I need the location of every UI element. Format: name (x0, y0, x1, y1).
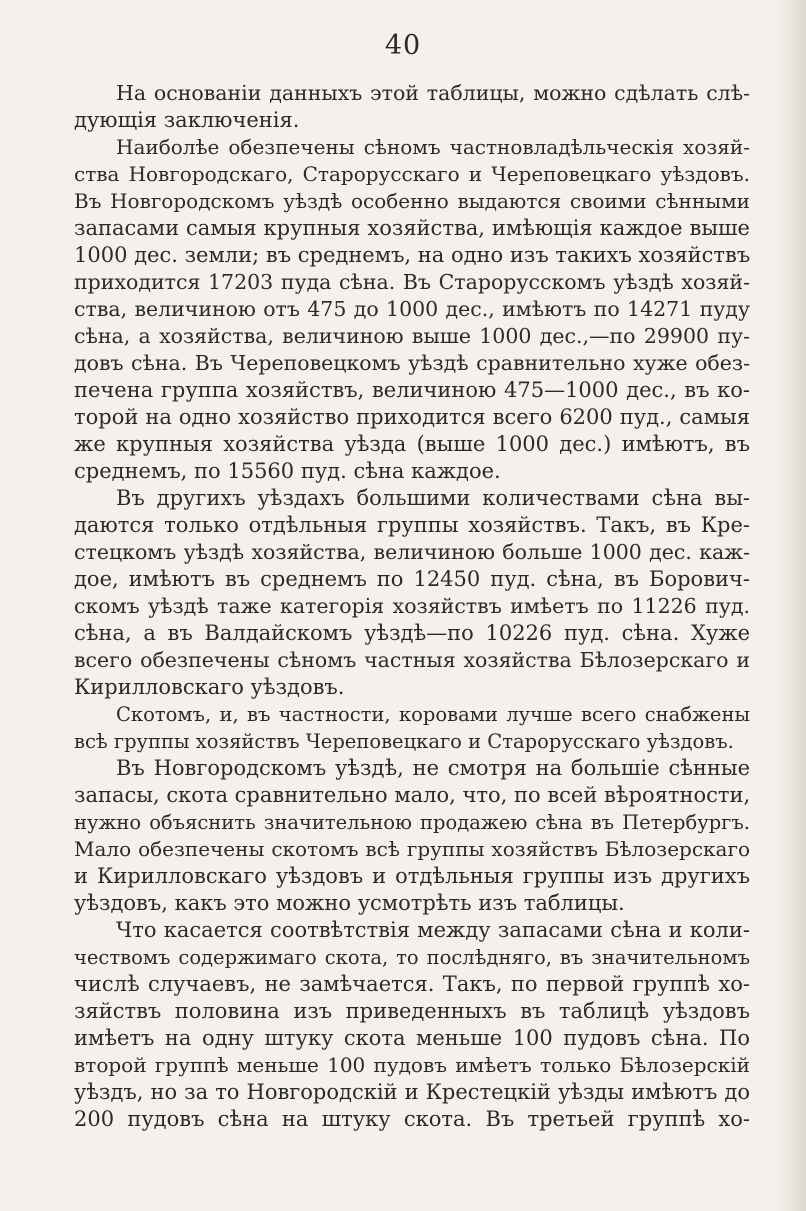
text-line: среднемъ, по 15560 пуд. сѣна каждое. (74, 459, 501, 483)
text-line: чествомъ содержимаго скота, то послѣдняго, въ значительномъ (74, 946, 750, 969)
page-number: 40 (384, 30, 422, 61)
text-line: Что касается соотвѣтствія между запасами сѣна и коли- (116, 918, 750, 942)
text-line: запасы, скота сравнительно мало, что, по всей вѣроятности, (74, 783, 751, 807)
text-line: торой на одно хозяйство приходится всего 6200 пуд., самыя (74, 405, 750, 429)
text-line: ства, величиною отъ 475 до 1000 дес., имѣютъ по 14271 пуду (74, 297, 750, 321)
text-line: приходится 17203 пуда сѣна. Въ Старорусскомъ уѣздѣ хозяй- (74, 270, 750, 294)
text-line: Наиболѣе обезпечены сѣномъ частновладѣльческія хозяй- (116, 135, 750, 159)
text-line: довъ сѣна. Въ Череповецкомъ уѣздѣ сравнительно хуже обез- (74, 351, 750, 375)
text-line: Мало обезпечены скотомъ всѣ группы хозяйствъ Бѣлозерскаго (74, 837, 750, 861)
text-line: ства Новгородскаго, Старорусскаго и Череповецкаго уѣздовъ. (74, 162, 750, 186)
text-line: имѣетъ на одну штуку скота меньше 100 пудовъ сѣна. По (74, 1026, 750, 1050)
text-line: же крупныя хозяйства уѣзда (выше 1000 дес.) имѣютъ, въ (74, 432, 750, 456)
text-line: уѣздовъ, какъ это можно усмотрѣть изъ таблицы. (74, 891, 625, 915)
text-line: числѣ случаевъ, не замѣчается. Такъ, по первой группѣ хо- (74, 972, 750, 996)
text-line: всѣ группы хозяйствъ Череповецкаго и Старорусскаго уѣздовъ. (74, 730, 734, 753)
text-line: Въ Новгородскомъ уѣздѣ, не смотря на большіе сѣнные (116, 756, 750, 780)
text-line: запасами самыя крупныя хозяйства, имѣющія каждое выше (74, 216, 750, 240)
text-line: сѣна, а хозяйства, величиною выше 1000 дес.,—по 29900 пу- (74, 324, 750, 348)
text-line: стецкомъ уѣздѣ хозяйства, величиною больше 1000 дес. каж- (74, 540, 750, 564)
text-line: скомъ уѣздѣ таже категорія хозяйствъ имѣетъ по 11226 пуд. (74, 594, 750, 618)
text-line: Въ другихъ уѣздахъ большими количествами сѣна вы- (116, 486, 750, 510)
text-line: нужно объяснить значительною продажею сѣна въ Петербургъ. (74, 811, 750, 834)
body-text (74, 80, 750, 1133)
text-line: и Кирилловскаго уѣздовъ и отдѣльныя группы изъ другихъ (74, 864, 750, 888)
text-line: Въ Новгородскомъ уѣздѣ особенно выдаются своими сѣнными (74, 189, 750, 213)
text-line: печена группа хозяйствъ, величиною 475—1000 дес., въ ко- (74, 378, 750, 402)
text-line: сѣна, а въ Валдайскомъ уѣздѣ—по 10226 пуд. сѣна. Хуже (74, 621, 750, 645)
text-line: всего обезпечены сѣномъ частныя хозяйства Бѣлозерскаго и (74, 648, 750, 672)
page-edge-shadow (778, 0, 806, 1211)
text-line: даются только отдѣльныя группы хозяйствъ. Такъ, въ Кре- (74, 513, 750, 537)
text-line: 200 пудовъ сѣна на штуку скота. Въ третьей группѣ хо- (74, 1107, 750, 1131)
text-line: На основаніи данныхъ этой таблицы, можно сдѣлать слѣ- (116, 81, 750, 105)
text-line: дующія заключенія. (74, 108, 300, 132)
text-line: 1000 дес. земли; въ среднемъ, на одно изъ такихъ хозяйствъ (74, 243, 751, 267)
text-line: дое, имѣютъ въ среднемъ по 12450 пуд. сѣна, въ Борович- (74, 567, 750, 591)
text-line: зяйствъ половина изъ приведенныхъ въ таблицѣ уѣздовъ (74, 999, 750, 1023)
text-line: Скотомъ, и, въ частности, коровами лучше всего снабжены (116, 703, 750, 726)
text-line: Кирилловскаго уѣздовъ. (74, 675, 345, 699)
text-line: уѣздъ, но за то Новгородскій и Крестецкій уѣзды имѣютъ до (74, 1080, 750, 1104)
text-line: второй группѣ меньше 100 пудовъ имѣетъ только Бѣлозерскій (74, 1053, 750, 1077)
